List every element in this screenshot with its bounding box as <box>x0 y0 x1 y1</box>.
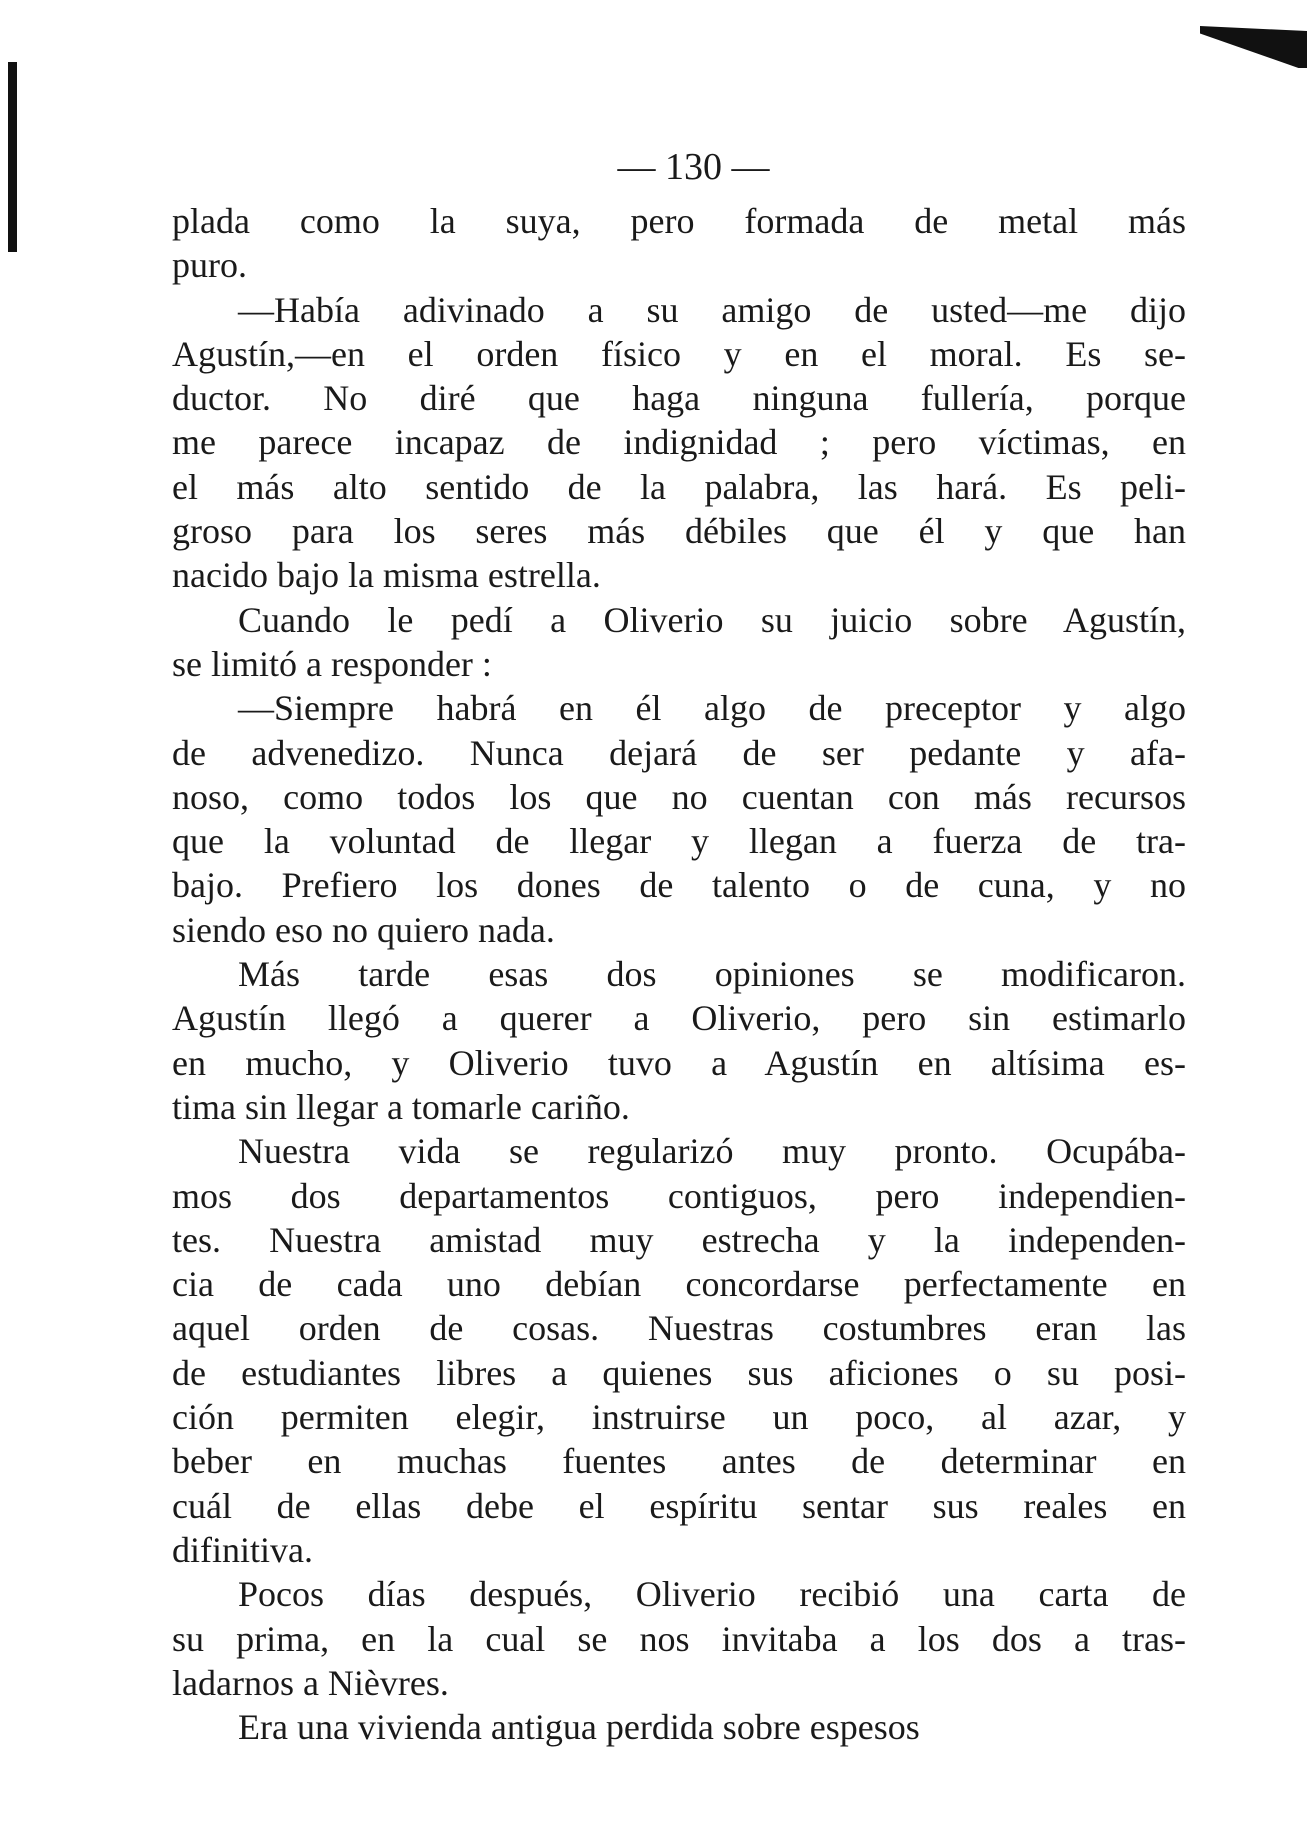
text-line: Nuestra vida se regularizó muy pronto. Ocupába- <box>238 1131 1186 1172</box>
text-line: groso para los seres más débiles que él y que han <box>172 511 1186 552</box>
text-line: me parece incapaz de indignidad ; pero víctimas, en <box>172 422 1186 463</box>
text-line: bajo. Prefiero los dones de talento o de cuna, y no <box>172 865 1186 906</box>
text-line: cia de cada uno debían concordarse perfectamente en <box>172 1264 1186 1305</box>
text-line: Agustín,—en el orden físico y en el moral. Es se- <box>172 333 1186 374</box>
text-line: ductor. No diré que haga ninguna fullería, porque <box>172 378 1186 419</box>
text-line: su prima, en la cual se nos invitaba a los dos a tras- <box>172 1618 1186 1659</box>
text-line: difinitiva. <box>172 1529 313 1570</box>
text-line: beber en muchas fuentes antes de determinar en <box>172 1441 1186 1482</box>
text-line: siendo eso no quiero nada. <box>172 909 555 950</box>
text-line: Cuando le pedí a Oliverio su juicio sobre Agustín, <box>238 599 1186 640</box>
text-line: el más alto sentido de la palabra, las hará. Es peli- <box>172 466 1186 507</box>
text-line: cuál de ellas debe el espíritu sentar sus reales en <box>172 1485 1186 1526</box>
page-body-text <box>172 199 1186 1749</box>
text-line: de estudiantes libres a quienes sus aficiones o su posi- <box>172 1352 1186 1393</box>
text-line: puro. <box>172 245 247 286</box>
text-line: aquel orden de cosas. Nuestras costumbres eran las <box>172 1308 1186 1349</box>
text-line: ción permiten elegir, instruirse un poco, al azar, y <box>172 1397 1186 1438</box>
text-line: tima sin llegar a tomarle cariño. <box>172 1086 630 1127</box>
text-line: en mucho, y Oliverio tuvo a Agustín en altísima es- <box>172 1042 1186 1083</box>
text-line: mos dos departamentos contiguos, pero independien- <box>172 1175 1186 1216</box>
scan-corner-mark <box>1200 26 1307 68</box>
text-line: plada como la suya, pero formada de metal más <box>172 201 1186 241</box>
page-number-text: — 130 — <box>617 146 770 188</box>
text-line: de advenedizo. Nunca dejará de ser pedante y afa- <box>172 732 1186 773</box>
text-line: se limitó a responder : <box>172 643 492 684</box>
text-line: nacido bajo la misma estrella. <box>172 555 601 596</box>
text-line: tes. Nuestra amistad muy estrecha y la independen- <box>172 1219 1186 1260</box>
text-line: Pocos días después, Oliverio recibió una carta de <box>238 1574 1186 1615</box>
page-number <box>0 145 1307 189</box>
text-line: ladarnos a Nièvres. <box>172 1662 449 1703</box>
text-line: noso, como todos los que no cuentan con más recursos <box>172 776 1186 817</box>
text-line: Agustín llegó a querer a Oliverio, pero sin estimarlo <box>172 998 1186 1039</box>
text-line: —Siempre habrá en él algo de preceptor y algo <box>238 688 1186 729</box>
text-line: Más tarde esas dos opiniones se modificaron. <box>238 954 1186 995</box>
text-line: —Había adivinado a su amigo de usted—me dijo <box>238 289 1186 330</box>
text-line: que la voluntad de llegar y llegan a fuerza de tra- <box>172 821 1186 862</box>
text-line: Era una vivienda antigua perdida sobre espesos <box>238 1707 920 1748</box>
